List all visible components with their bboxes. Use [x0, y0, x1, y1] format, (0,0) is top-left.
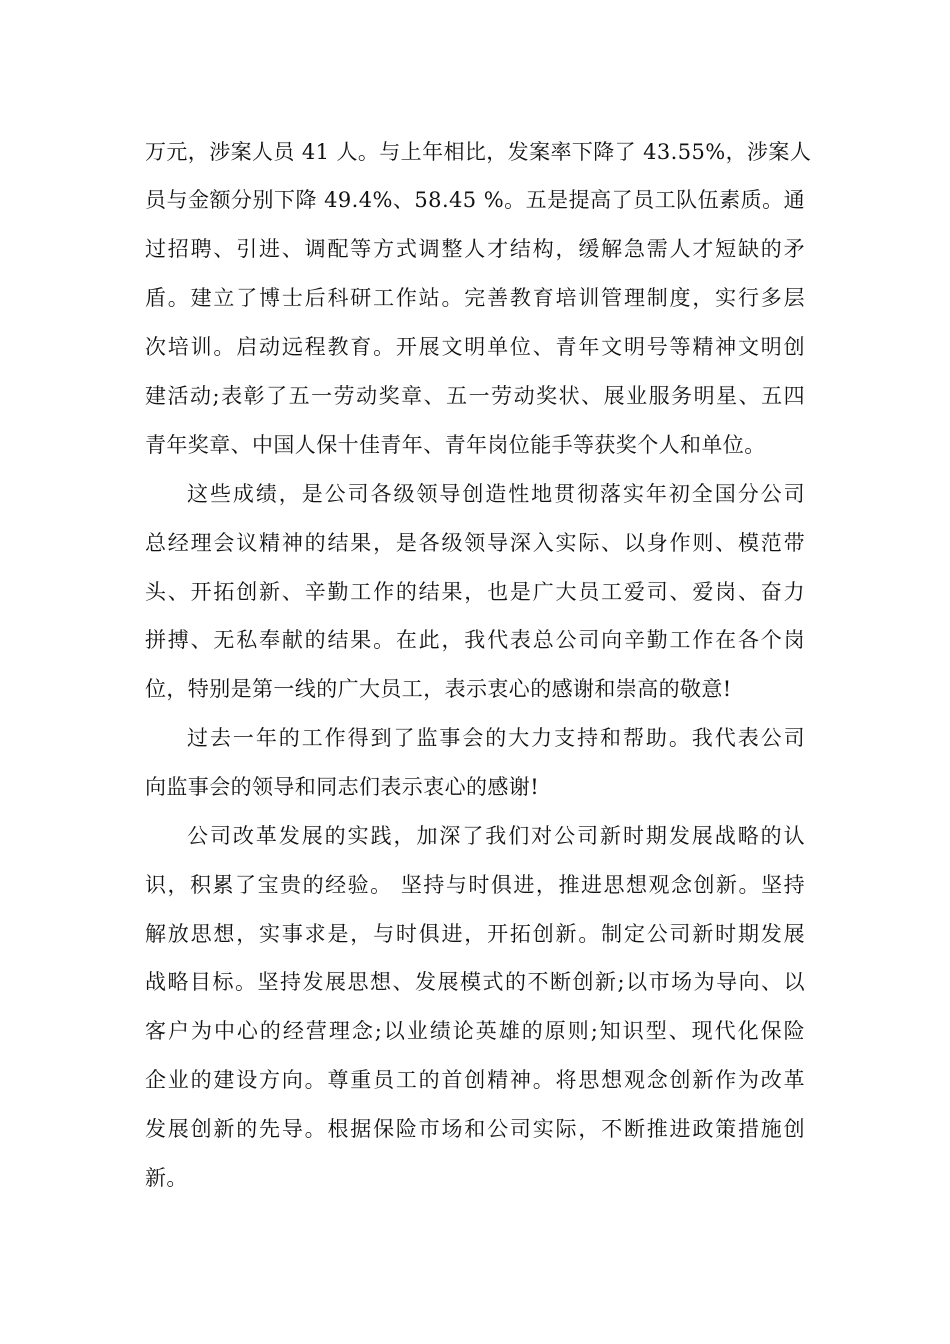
text-line: 建活动;表彰了五一劳动奖章、五一劳动奖状、展业服务明星、五四 [145, 384, 805, 408]
paragraph-start-line: 这些成绩，是公司各级领导创造性地贯彻落实年初全国分公司 [187, 482, 805, 506]
text-line: 总经理会议精神的结果，是各级领导深入实际、以身作则、模范带 [145, 531, 805, 555]
text-line: 新。 [145, 1166, 188, 1190]
text-line: 员与金额分别下降 49.4%、58.45 %。五是提高了员工队伍素质。通 [145, 188, 805, 212]
text-line: 过招聘、引进、调配等方式调整人才结构，缓解急需人才短缺的矛 [145, 237, 805, 261]
text-line: 位，特别是第一线的广大员工，表示衷心的感谢和崇高的敬意! [145, 677, 732, 701]
text-line: 识，积累了宝贵的经验。 坚持与时俱进，推进思想观念创新。坚持 [145, 873, 805, 897]
text-line: 万元，涉案人员 41 人。与上年相比，发案率下降了 43.55%，涉案人 [145, 140, 812, 164]
text-line: 战略目标。坚持发展思想、发展模式的不断创新;以市场为导向、以 [145, 970, 805, 994]
text-line: 拼搏、无私奉献的结果。在此，我代表总公司向辛勤工作在各个岗 [145, 628, 805, 652]
text-line: 解放思想，实事求是，与时俱进，开拓创新。制定公司新时期发展 [145, 922, 805, 946]
text-line: 次培训。启动远程教育。开展文明单位、青年文明号等精神文明创 [145, 335, 805, 359]
paragraph-start-line: 公司改革发展的实践，加深了我们对公司新时期发展战略的认 [187, 824, 805, 848]
text-line: 发展创新的先导。根据保险市场和公司实际，不断推进政策措施创 [145, 1117, 805, 1141]
paragraph-start-line: 过去一年的工作得到了监事会的大力支持和帮助。我代表公司 [187, 726, 805, 750]
text-line: 头、开拓创新、辛勤工作的结果，也是广大员工爱司、爱岗、奋力 [145, 580, 805, 604]
text-line: 企业的建设方向。尊重员工的首创精神。将思想观念创新作为改革 [145, 1068, 805, 1092]
text-line: 盾。建立了博士后科研工作站。完善教育培训管理制度，实行多层 [145, 286, 805, 310]
text-line: 向监事会的领导和同志们表示衷心的感谢! [145, 775, 540, 799]
text-line: 客户为中心的经营理念;以业绩论英雄的原则;知识型、现代化保险 [145, 1019, 805, 1043]
text-line: 青年奖章、中国人保十佳青年、青年岗位能手等获奖个人和单位。 [145, 433, 766, 457]
